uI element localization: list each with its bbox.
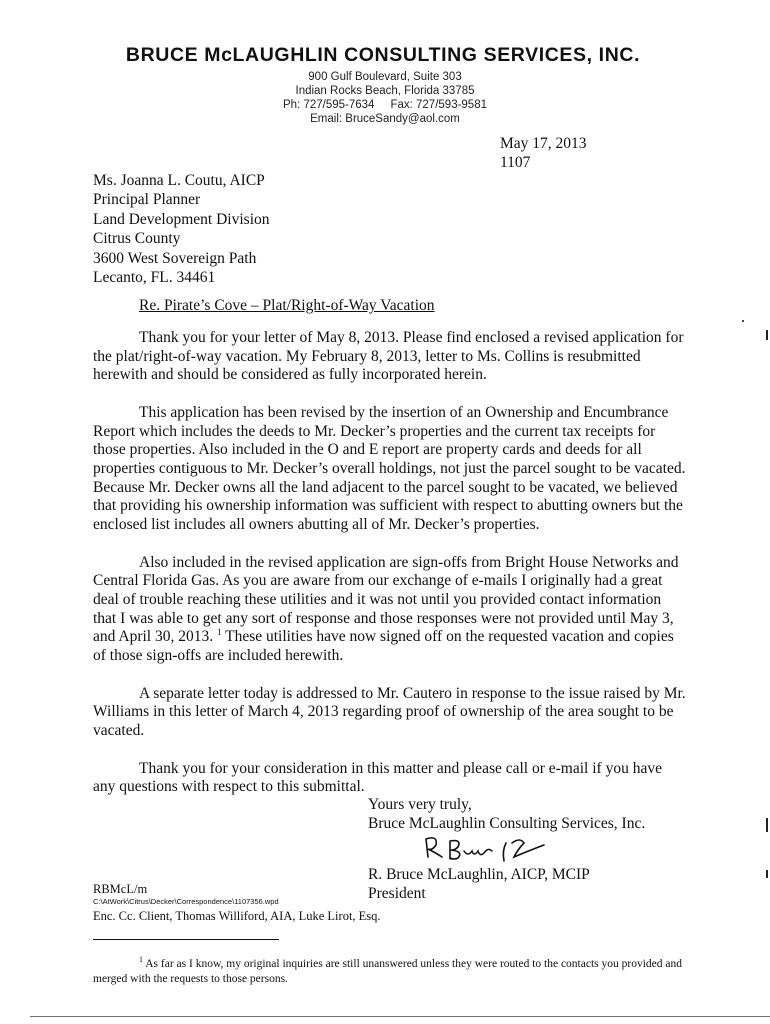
file-number: 1107 — [500, 154, 531, 171]
closing-salutation: Yours very truly, — [368, 796, 472, 813]
footnote-reference: 1 — [217, 626, 222, 637]
body-paragraph-1: Thank you for your letter of May 8, 2013. Please find enclosed a revised application for the plat/right-of-way vacation. My February 8, 2013, letter to Ms. Collins is resubmitted herewith and should be considered as fully incorporated herein. — [93, 329, 684, 384]
typist-initials: RBMcL/m — [93, 882, 148, 896]
fax-number: Fax: 727/593-9581 — [390, 99, 487, 111]
recipient-city: Lecanto, FL. 34461 — [93, 269, 216, 287]
closing-block — [368, 795, 645, 903]
scan-edge-mark — [766, 330, 768, 340]
signer-position: President — [368, 885, 426, 902]
letter-body — [93, 329, 688, 816]
scan-bottom-line — [30, 1016, 770, 1017]
closing-company: Bruce McLaughlin Consulting Services, Inc. — [368, 815, 646, 832]
company-name: BRUCE McLAUGHLIN CONSULTING SERVICES, INC. — [125, 44, 641, 66]
email-line: Email: BruceSandy@aol.com — [310, 113, 460, 125]
handwritten-signature — [368, 833, 645, 865]
address-line-2: Indian Rocks Beach, Florida 33785 — [295, 85, 475, 97]
recipient-title: Principal Planner — [93, 191, 201, 209]
footnote-marker: 1 — [139, 955, 143, 964]
body-paragraph-5: Thank you for your consideration in this matter and please call or e-mail if you have any questions with respect to this submittal. — [93, 759, 662, 796]
recipient-county: Citrus County — [93, 230, 181, 248]
recipient-address — [93, 171, 270, 287]
date-block — [500, 134, 587, 172]
body-paragraph-3 — [93, 554, 688, 666]
scan-edge-mark — [766, 870, 768, 878]
scan-edge-mark — [766, 818, 768, 832]
subject-line: Re. Pirate’s Cove – Plat/Right-of-Way Vacation — [139, 297, 435, 314]
recipient-division: Land Development Division — [93, 210, 270, 228]
footnote-divider — [93, 939, 279, 940]
footnote-text — [93, 952, 693, 987]
address-line-1: 900 Gulf Boulevard, Suite 303 — [308, 71, 462, 83]
phone-fax-line — [0, 98, 770, 112]
signer-name: R. Bruce McLaughlin, AICP, MCIP — [368, 866, 590, 883]
recipient-street: 3600 West Sovereign Path — [93, 249, 257, 267]
document-file-path: C:\AtWork\Citrus\Decker\Correspondence\1107356.wpd — [93, 897, 279, 906]
body-paragraph-3-part-b: These utilities have now signed off on the requested vacation and copies of those sign-offs are included herewith. — [93, 628, 674, 664]
body-paragraph-2: This application has been revised by the insertion of an Ownership and Encumbrance Report which includes the deeds to Mr. Decker’s properties and the current tax receipts for those properties. Also included in the O and E report are property cards and deeds for all properties contiguous to Mr. Decker’s overall holdings, not just the parcel sought to be vacated. Because Mr. Decker owns all the land adjacent to the parcel sought to be vacated, we believed that providing his ownership information was sufficient with respect to abutting owners but the enclosed list includes all owners abutting all of Mr. Decker’s properties. — [93, 404, 686, 533]
signature-mark — [420, 829, 560, 863]
enclosure-cc-line: Enc. Cc. Client, Thomas Williford, AIA, Luke Lirot, Esq. — [93, 909, 381, 923]
footnote-body: As far as I know, my original inquiries are still unanswered unless they were routed to the contacts you provided and merged with the requests to those persons. — [93, 957, 682, 985]
scan-speck — [742, 320, 744, 322]
letterhead — [0, 44, 770, 126]
phone-number: Ph: 727/595-7634 — [283, 99, 375, 111]
body-paragraph-3-part-a: Also included in the revised application are sign-offs from Bright House Networks and Central Florida Gas. As you are aware from our exchange of e-mails I originally had a great deal of trouble reaching these utilities and it was not until you provided contact information that I was able to get any sort of response and those responses were not provided until May 3, and April 30, 2013. — [93, 553, 679, 646]
recipient-name: Ms. Joanna L. Coutu, AICP — [93, 172, 265, 189]
letter-date: May 17, 2013 — [500, 135, 587, 152]
footnote — [93, 952, 693, 987]
body-paragraph-4: A separate letter today is addressed to Mr. Cautero in response to the issue raised by Mr. Williams in this letter of March 4, 2013 regarding proof of ownership of the area sought to be vacated. — [93, 684, 686, 739]
